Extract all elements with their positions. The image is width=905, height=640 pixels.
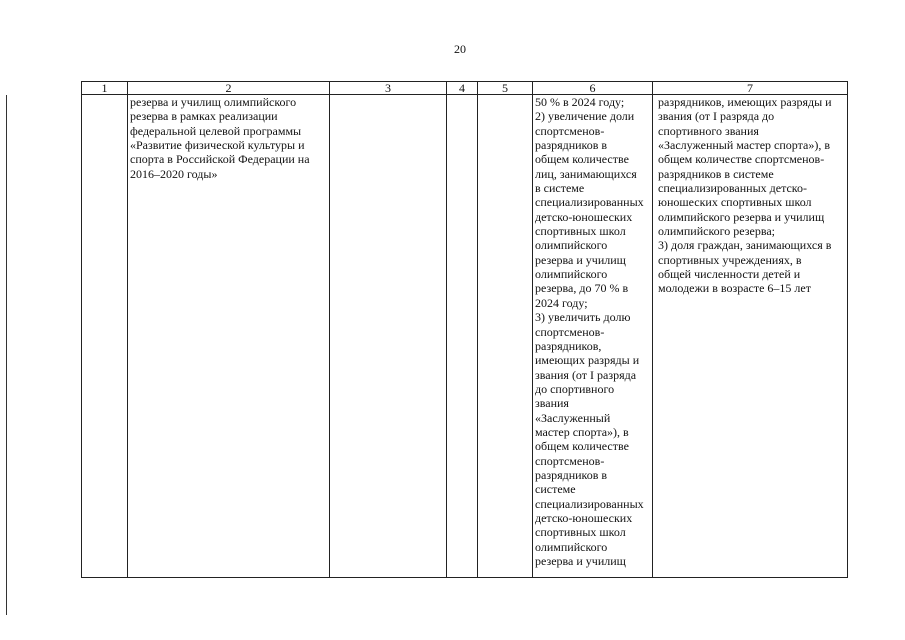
program-table xyxy=(81,81,848,578)
margin-line xyxy=(6,95,7,615)
cell-col4 xyxy=(447,95,478,578)
column-header-5: 5 xyxy=(478,82,533,95)
cell-col7 xyxy=(653,95,848,578)
cell-col2-text: резерва и училищ олимпийского резерва в рамках реализации федеральной целевой программы «Развитие физической культуры и спорта в Российской Федерации на 2016–2020 годы» xyxy=(130,95,310,181)
cell-col2 xyxy=(128,95,330,578)
cell-col5 xyxy=(478,95,533,578)
column-header-3: 3 xyxy=(330,82,447,95)
page-number: 20 xyxy=(454,42,466,56)
cell-col6 xyxy=(533,95,653,578)
header-row xyxy=(82,82,848,95)
cell-col7-text: разрядников, имеющих разряды и звания (от I разряда до спортивного звания «Заслуженный мастер спорта»), в общем количестве спортсменов- разрядников в системе специализированных детско- юношеских спортивных школ олимпийского резерва и училищ олимпийского резерва; 3) доля граждан, занимающихся в спортивных учреждениях, в общей численности детей и молодежи в возрасте 6–15 лет xyxy=(658,95,832,296)
cell-col1 xyxy=(82,95,128,578)
column-header-4: 4 xyxy=(447,82,478,95)
column-header-6: 6 xyxy=(533,82,653,95)
column-header-1: 1 xyxy=(82,82,128,95)
table-row xyxy=(82,95,848,578)
cell-col3 xyxy=(330,95,447,578)
column-header-2: 2 xyxy=(128,82,330,95)
cell-col6-text: 50 % в 2024 году; 2) увеличение доли спортсменов- разрядников в общем количестве лиц, занимающихся в системе специализированных детско-юношеских спортивных школ олимпийского резерва и училищ олимпийского резерва, до 70 % в 2024 году; 3) увеличить долю спортсменов- разрядников, имеющих разряды и звания (от I разряда до спортивного звания «Заслуженный мастер спорта»), в общем количестве спортсменов- разрядников в системе специализированных детско-юношеских спортивных школ олимпийского резерва и училищ xyxy=(535,95,644,568)
column-header-7: 7 xyxy=(653,82,848,95)
